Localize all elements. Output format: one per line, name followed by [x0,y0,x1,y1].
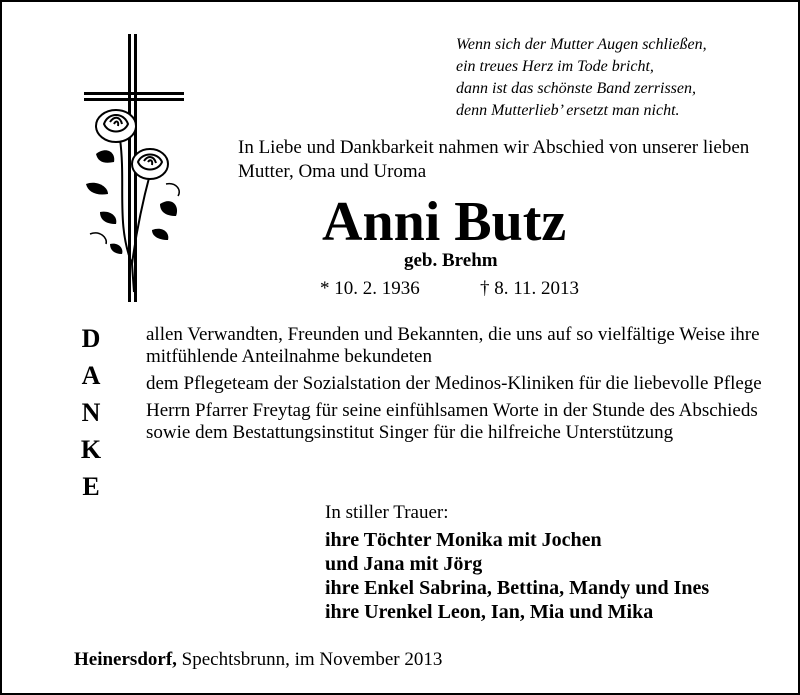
cross-with-roses-icon [76,34,196,304]
mourner-line: ihre Töchter Monika mit Jochen [325,529,602,551]
danke-letter: N [81,398,101,427]
poem-line: ein treues Herz im Tode bricht, [456,58,654,75]
mourners [325,502,785,624]
death-date: † 8. 11. 2013 [480,278,580,299]
poem [456,34,786,122]
danke-vertical [78,320,104,505]
danke-letter: K [80,435,102,464]
mourner-line: ihre Enkel Sabrina, Bettina, Mandy und Ines [325,577,710,599]
thanks-paragraph: allen Verwandten, Freunden und Bekannten, die uns auf so vielfältige Weise ihre mitfühlende Anteilnahme bekundeten [146,324,760,367]
mourner-line: ihre Urenkel Leon, Ian, Mia und Mika [325,601,654,623]
thanks-paragraph: dem Pflegeteam der Sozialstation der Medinos-Kliniken für die liebevolle Pflege [146,373,762,394]
danke-letter: D [81,324,101,353]
footer-place-date [74,648,442,672]
mourner-line: und Jana mit Jörg [325,553,483,575]
intro-text: In Liebe und Dankbarkeit nahmen wir Abschied von unserer lieben Mutter, Oma und Uroma [238,137,750,182]
thanks-list [146,324,786,449]
thanks-paragraph: Herrn Pfarrer Freytag für seine einfühlsamen Worte in der Stunde des Abschieds sowie dem Bestattungsinstitut Singer für die hilfreiche Unterstützung [146,400,758,443]
poem-line: dann ist das schönste Band zerrissen, [456,80,696,97]
poem-line: Wenn sich der Mutter Augen schließen, [456,36,707,53]
birth-name: geb. Brehm [404,250,498,271]
danke-letter: E [82,472,100,501]
poem-line: denn Mutterlieb’ ersetzt man nicht. [456,102,680,119]
deceased-name: Anni Butz [322,191,567,253]
danke-letter: A [81,361,101,390]
birth-date: * 10. 2. 1936 [320,278,420,299]
footer-rest: Spechtsbrunn, im November 2013 [181,649,443,670]
footer-place: Heinersdorf, [74,649,177,670]
mourners-heading: In stiller Trauer: [325,502,449,523]
